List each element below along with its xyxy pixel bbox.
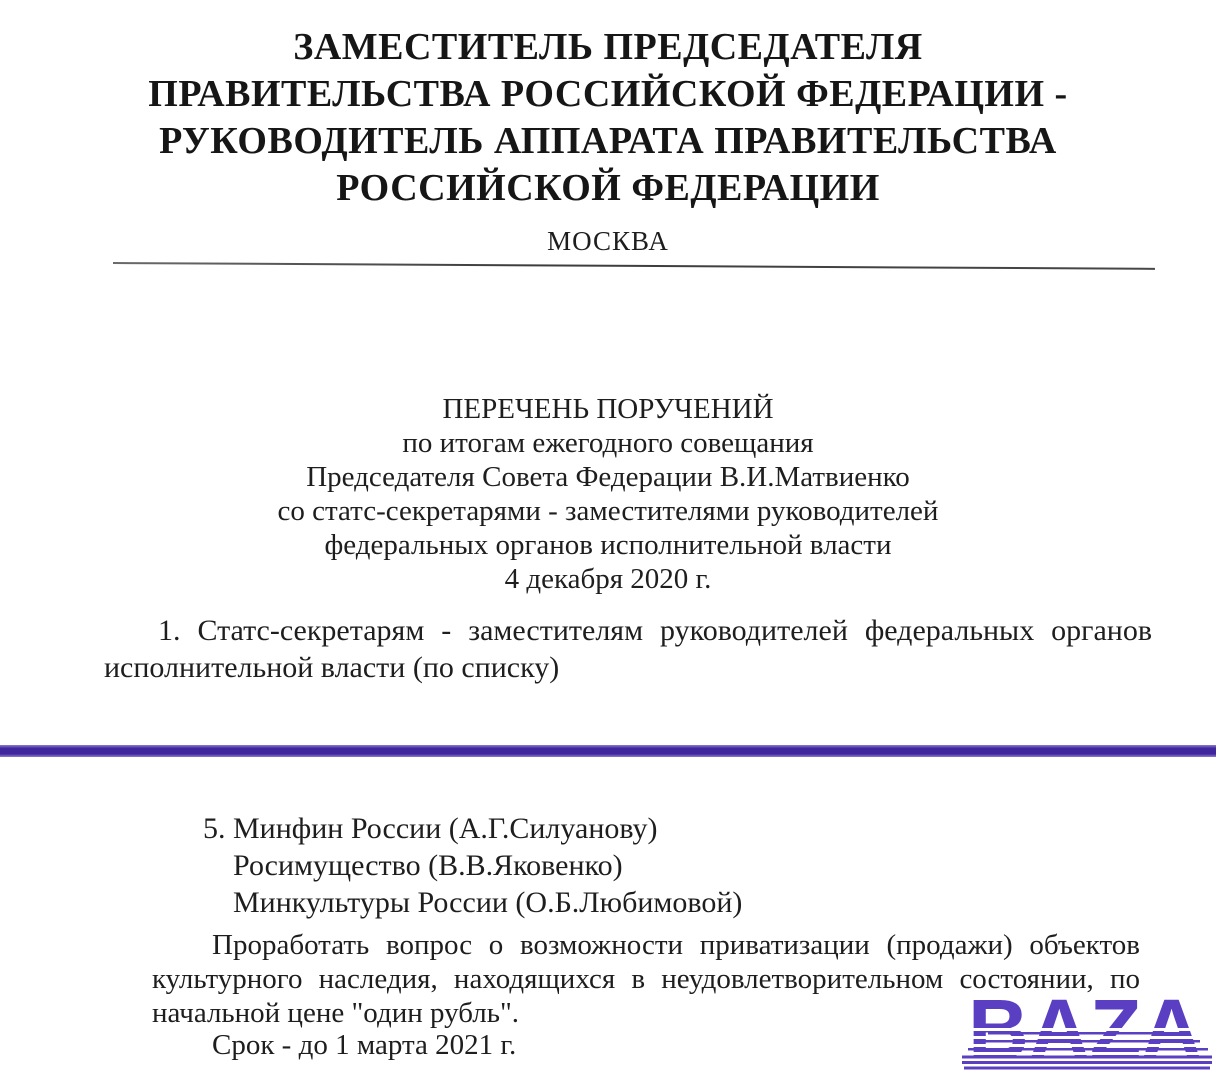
logo-stripe bbox=[988, 1032, 1186, 1035]
letterhead-line: ЗАМЕСТИТЕЛЬ ПРЕДСЕДАТЕЛЯ bbox=[293, 26, 923, 68]
logo-stripe bbox=[968, 1048, 1208, 1051]
logo-slit bbox=[962, 1044, 1212, 1047]
logo-stripe bbox=[978, 1040, 1200, 1043]
letterhead-rule bbox=[113, 262, 1155, 270]
addressee-line: Росимущество (В.В.Яковенко) bbox=[233, 849, 623, 882]
order-heading-line: федеральных органов исполнительной власти bbox=[324, 529, 892, 561]
order-heading-line: со статс-секретарями - заместителями руководителей bbox=[277, 495, 939, 527]
order-item-5-addressees bbox=[203, 810, 742, 921]
addressee-line: 5. Минфин России (А.Г.Силуанову) bbox=[203, 812, 658, 845]
order-item-1 bbox=[104, 612, 1152, 686]
logo-slit bbox=[962, 1028, 1212, 1031]
letterhead-line: РОССИЙСКОЙ ФЕДЕРАЦИИ bbox=[336, 167, 880, 209]
order-heading bbox=[0, 392, 1216, 596]
logo-slit bbox=[962, 1036, 1212, 1039]
letterhead-line: РУКОВОДИТЕЛЬ АППАРАТА ПРАВИТЕЛЬСТВА bbox=[159, 120, 1057, 162]
letterhead-city: МОСКВА bbox=[547, 226, 669, 256]
body-line: Проработать вопрос о возможности приватизации (продажи) объектов bbox=[212, 929, 1140, 961]
logo-stripe bbox=[962, 1061, 1212, 1064]
order-heading-date: 4 декабря 2020 г. bbox=[504, 563, 712, 595]
body-line: начальной цене "один рубль". bbox=[152, 997, 520, 1029]
baza-logo bbox=[962, 990, 1212, 1070]
letterhead-title bbox=[14, 24, 1202, 212]
logo-stripe bbox=[962, 1056, 1212, 1059]
order-heading-line: ПЕРЕЧЕНЬ ПОРУЧЕНИЙ bbox=[442, 393, 774, 425]
addressee-line: Минкультуры России (О.Б.Любимовой) bbox=[233, 886, 743, 919]
order-item-1-line: исполнительной власти (по списку) bbox=[104, 651, 560, 684]
order-item-5-deadline: Срок - до 1 марта 2021 г. bbox=[212, 1029, 517, 1061]
logo-stripe bbox=[964, 1067, 1210, 1070]
order-heading-line: по итогам ежегодного совещания bbox=[402, 427, 814, 459]
purple-divider bbox=[0, 745, 1216, 757]
order-item-1-line: 1. Статс-секретарям - заместителям руководителей федеральных органов bbox=[158, 614, 1152, 647]
order-heading-line: Председателя Совета Федерации В.И.Матвиенко bbox=[306, 461, 910, 493]
letterhead-line: ПРАВИТЕЛЬСТВА РОССИЙСКОЙ ФЕДЕРАЦИИ - bbox=[148, 73, 1068, 115]
body-line: культурного наследия, находящихся в неудовлетворительном состоянии, по bbox=[152, 963, 1140, 995]
logo-slit bbox=[962, 1052, 1212, 1055]
